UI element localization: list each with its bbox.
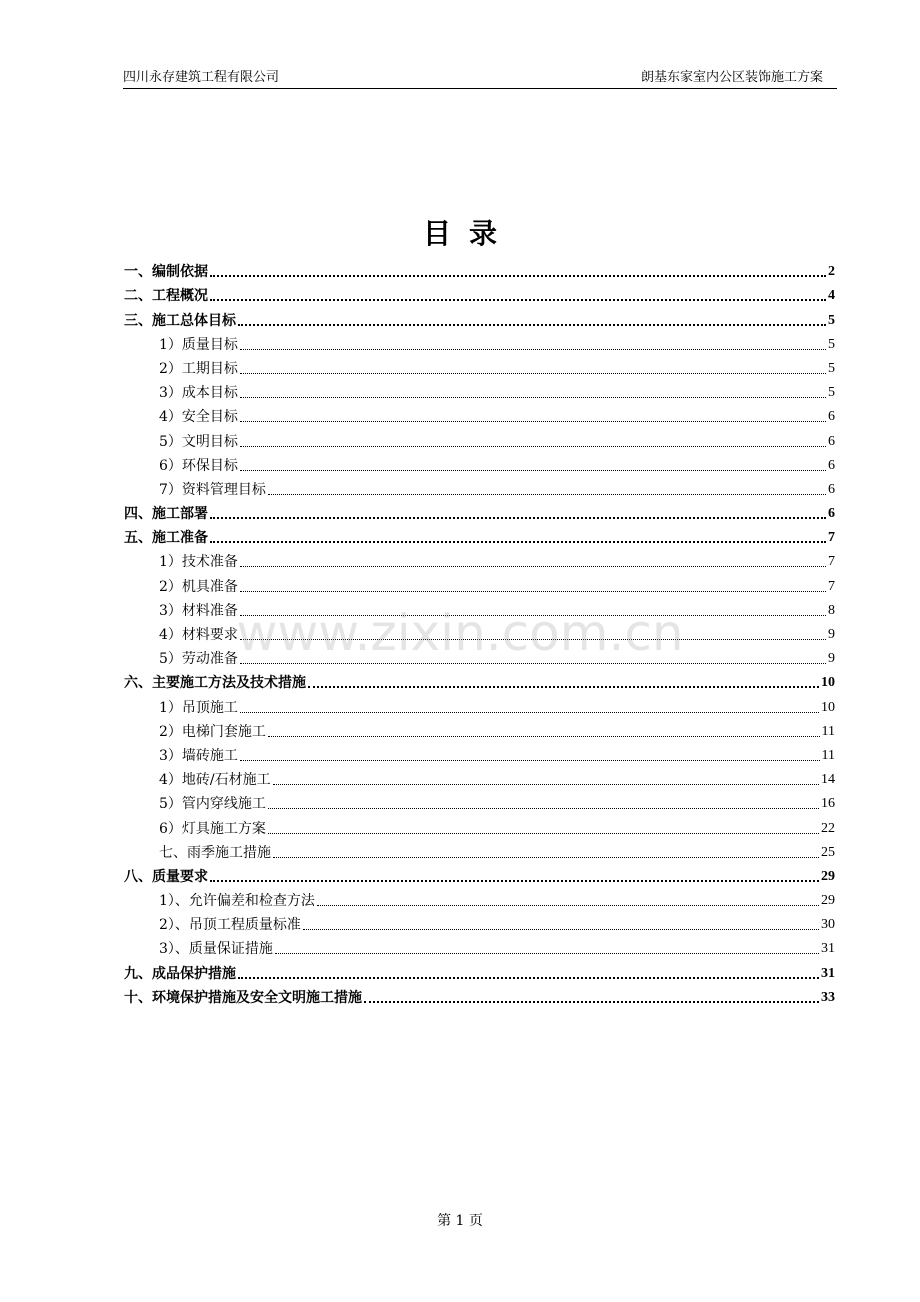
toc-leader-dots xyxy=(303,929,819,930)
toc-entry[interactable] xyxy=(124,741,835,765)
toc-entry[interactable] xyxy=(124,644,835,668)
toc-entry-page: 2 xyxy=(828,264,835,280)
toc-entry-page: 29 xyxy=(821,893,835,909)
toc-leader-dots xyxy=(268,494,826,495)
toc-entry[interactable] xyxy=(124,668,835,692)
toc-entry-page: 6 xyxy=(828,506,835,522)
toc-entry-label: 4）安全目标 xyxy=(159,409,238,426)
toc-entry[interactable] xyxy=(124,838,835,862)
toc-entry-page: 22 xyxy=(821,820,835,836)
toc-entry-label: 十、环境保护措施及安全文明施工措施 xyxy=(124,989,362,1006)
company-name: 四川永存建筑工程有限公司 xyxy=(123,70,280,85)
toc-entry[interactable] xyxy=(124,958,835,982)
toc-leader-dots xyxy=(364,1001,819,1003)
toc-entry[interactable] xyxy=(124,789,835,813)
toc-entry-label: 6）环保目标 xyxy=(159,457,238,474)
toc-leader-dots xyxy=(268,833,819,834)
toc-entry-label: 6）灯具施工方案 xyxy=(159,820,266,837)
toc-leader-dots xyxy=(240,349,826,350)
page-header xyxy=(123,62,837,89)
toc-entry-label: 八、质量要求 xyxy=(124,868,208,885)
toc-entry[interactable] xyxy=(124,523,835,547)
toc-entry[interactable] xyxy=(124,910,835,934)
toc-leader-dots xyxy=(210,880,819,882)
toc-leader-dots xyxy=(238,324,826,326)
toc-entry-label: 二、工程概况 xyxy=(124,288,208,305)
toc-entry-label: 九、成品保护措施 xyxy=(124,965,236,982)
toc-entry-label: 3）、质量保证措施 xyxy=(159,941,273,958)
toc-entry-page: 5 xyxy=(828,360,835,376)
toc-entry[interactable] xyxy=(124,983,835,1007)
toc-entry[interactable] xyxy=(124,862,835,886)
toc-entry-label: 1）质量目标 xyxy=(159,336,238,353)
toc-entry-page: 33 xyxy=(821,989,835,1005)
toc-entry-page: 6 xyxy=(828,457,835,473)
toc-leader-dots xyxy=(240,373,826,374)
toc-entry[interactable] xyxy=(124,354,835,378)
toc-entry-page: 29 xyxy=(821,868,835,884)
toc-entry-page: 4 xyxy=(828,288,835,304)
document-title: 朗基东家室内公区装饰施工方案 xyxy=(640,70,823,85)
toc-entry[interactable] xyxy=(124,886,835,910)
toc-entry-label: 3）成本目标 xyxy=(159,385,238,402)
toc-entry-label: 四、施工部署 xyxy=(124,506,208,523)
toc-entry[interactable] xyxy=(124,475,835,499)
toc-entry-label: 4）地砖/石材施工 xyxy=(159,772,271,789)
toc-leader-dots xyxy=(273,784,819,785)
toc-leader-dots xyxy=(240,446,826,447)
toc-entry-label: 5）文明目标 xyxy=(159,433,238,450)
toc-entry-label: 六、主要施工方法及技术措施 xyxy=(124,675,306,692)
toc-entry-page: 6 xyxy=(828,481,835,497)
toc-entry-page: 5 xyxy=(828,312,835,328)
toc-entry[interactable] xyxy=(124,717,835,741)
toc-entry[interactable] xyxy=(124,378,835,402)
toc-entry-label: 三、施工总体目标 xyxy=(124,312,236,329)
toc-entry-label: 2）电梯门套施工 xyxy=(159,723,266,740)
toc-entry-page: 9 xyxy=(828,627,835,642)
toc-leader-dots xyxy=(240,639,826,640)
toc-entry[interactable] xyxy=(124,934,835,958)
toc-leader-dots xyxy=(308,686,819,688)
page-number: 第 1 页 xyxy=(437,1213,483,1229)
toc-entry[interactable] xyxy=(124,547,835,571)
toc-leader-dots xyxy=(317,905,819,906)
toc-leader-dots xyxy=(238,977,819,979)
toc-entry-page: 10 xyxy=(821,699,835,715)
toc-entry[interactable] xyxy=(124,257,835,281)
toc-title: 目录 xyxy=(422,217,515,250)
toc-entry-label: 1）、允许偏差和检查方法 xyxy=(159,893,315,910)
toc-entry-page: 31 xyxy=(821,941,835,957)
toc-entry-page: 25 xyxy=(821,844,835,860)
toc-entry[interactable] xyxy=(124,499,835,523)
toc-entry-page: 8 xyxy=(828,602,835,618)
table-of-contents xyxy=(124,257,835,1007)
toc-entry-page: 11 xyxy=(821,747,835,763)
toc-entry-page: 14 xyxy=(821,772,835,788)
toc-leader-dots xyxy=(240,663,826,664)
toc-entry-label: 一、编制依据 xyxy=(124,264,208,281)
toc-entry[interactable] xyxy=(124,451,835,475)
toc-leader-dots xyxy=(268,808,819,809)
toc-leader-dots xyxy=(240,470,826,471)
toc-leader-dots xyxy=(210,541,826,543)
toc-entry-page: 7 xyxy=(828,530,835,546)
toc-entry-label: 七、雨季施工措施 xyxy=(159,844,271,861)
toc-entry-label: 5）管内穿线施工 xyxy=(159,796,266,813)
toc-entry-label: 7）资料管理目标 xyxy=(159,481,266,498)
toc-entry-label: 4）材料要求 xyxy=(159,627,238,643)
toc-entry[interactable] xyxy=(124,620,835,644)
toc-entry-label: 5）劳动准备 xyxy=(159,651,238,668)
toc-leader-dots xyxy=(210,275,826,277)
watermark: www.zixin.com.cn xyxy=(236,604,684,662)
toc-entry[interactable] xyxy=(124,813,835,837)
toc-leader-dots xyxy=(210,299,826,301)
toc-entry[interactable] xyxy=(124,281,835,305)
toc-leader-dots xyxy=(273,857,819,858)
toc-entry-page: 16 xyxy=(821,796,835,812)
toc-entry-page: 10 xyxy=(821,675,835,691)
toc-leader-dots xyxy=(240,615,826,616)
toc-entry-page: 7 xyxy=(828,578,835,594)
toc-entry-label: 五、施工准备 xyxy=(124,530,208,547)
toc-leader-dots xyxy=(275,953,819,954)
toc-entry-label: 3）材料准备 xyxy=(159,602,238,619)
toc-leader-dots xyxy=(210,517,826,519)
toc-entry[interactable] xyxy=(124,596,835,620)
toc-entry-page: 6 xyxy=(828,433,835,449)
toc-entry[interactable] xyxy=(124,402,835,426)
toc-entry[interactable] xyxy=(124,330,835,354)
toc-entry[interactable] xyxy=(124,571,835,595)
toc-entry-page: 9 xyxy=(828,651,835,667)
toc-entry-label: 2）、吊顶工程质量标准 xyxy=(159,917,301,934)
toc-leader-dots xyxy=(240,760,820,761)
toc-leader-dots xyxy=(240,712,819,713)
toc-leader-dots xyxy=(240,591,826,592)
toc-entry-label: 1）吊顶施工 xyxy=(159,699,238,716)
toc-leader-dots xyxy=(268,736,820,737)
toc-leader-dots xyxy=(240,421,826,422)
toc-entry-page: 7 xyxy=(828,554,835,570)
toc-entry-page: 5 xyxy=(828,385,835,401)
toc-entry-label: 2）机具准备 xyxy=(159,578,238,595)
toc-entry-page: 30 xyxy=(821,917,835,933)
toc-leader-dots xyxy=(240,566,826,567)
toc-entry-label: 3）墙砖施工 xyxy=(159,747,238,764)
toc-leader-dots xyxy=(240,397,826,398)
toc-entry-page: 31 xyxy=(821,965,835,981)
toc-entry[interactable] xyxy=(124,692,835,716)
toc-entry[interactable] xyxy=(124,305,835,329)
toc-entry-label: 2）工期目标 xyxy=(159,360,238,377)
toc-entry-page: 11 xyxy=(821,723,835,739)
toc-entry-page: 5 xyxy=(828,336,835,352)
toc-entry-label: 1）技术准备 xyxy=(159,554,238,571)
toc-entry[interactable] xyxy=(124,426,835,450)
toc-entry[interactable] xyxy=(124,765,835,789)
toc-entry-page: 6 xyxy=(828,409,835,425)
